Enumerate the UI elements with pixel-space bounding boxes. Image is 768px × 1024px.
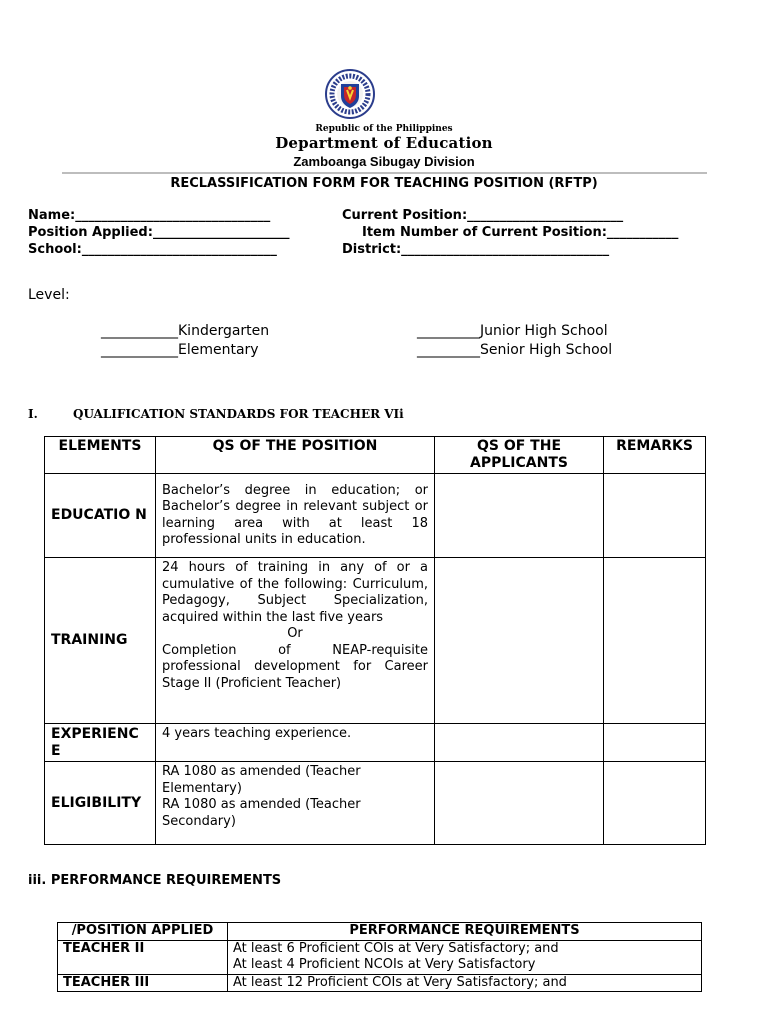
table-header-row (45, 437, 706, 474)
requirement-cell: Bachelor’s degree in education; or Bachelor’s degree in relevant subject or learning area with at least 18 professional units in education. (156, 474, 435, 558)
requirement-line: RA 1080 as amended (Teacher Elementary) (162, 764, 361, 796)
applicant-cell[interactable] (435, 762, 604, 845)
level-option-junior-high[interactable]: _________Junior High School (417, 323, 608, 339)
table-row (45, 558, 706, 724)
qualification-table (44, 436, 706, 845)
form-title: RECLASSIFICATION FORM FOR TEACHING POSITION (RFTP) (170, 176, 598, 191)
applicant-cell[interactable] (435, 474, 604, 558)
section1-number: I. (28, 407, 38, 421)
department-heading: Department of Education (275, 134, 493, 152)
column-header: /POSITION APPLIED (58, 923, 228, 941)
column-header: ELEMENTS (45, 437, 156, 474)
section1-title: QUALIFICATION STANDARDS FOR TEACHER VIi (73, 407, 404, 421)
requirement-line: At least 6 Proficient COIs at Very Satisfactory; and (233, 940, 559, 956)
header-divider (62, 172, 707, 174)
division-heading: Zamboanga Sibugay Division (293, 154, 475, 169)
element-cell: EDUCATIO N (45, 474, 156, 558)
column-header: QS OF THE APPLICANTS (435, 437, 604, 474)
requirement-line: Completion of NEAP-requisite professional development for Career Stage II (Proficient Teacher) (162, 642, 428, 691)
table-row (45, 762, 706, 845)
position-applied-field[interactable]: Position Applied:_____________________ (28, 225, 290, 240)
current-position-field[interactable]: Current Position:________________________ (342, 208, 624, 223)
remarks-cell[interactable] (604, 762, 706, 845)
level-label: Level: (28, 287, 70, 303)
column-header: REMARKS (604, 437, 706, 474)
district-field[interactable]: District:________________________________ (342, 242, 610, 257)
requirement-cell: At least 12 Proficient COIs at Very Satisfactory; and (228, 974, 702, 992)
name-field[interactable]: Name:______________________________ (28, 208, 271, 223)
requirement-cell (156, 762, 435, 845)
applicant-cell[interactable] (435, 558, 604, 724)
element-cell: EXPERIENC E (45, 724, 156, 762)
column-header: PERFORMANCE REQUIREMENTS (228, 923, 702, 941)
element-cell: ELIGIBILITY (45, 762, 156, 845)
requirement-line: Or (287, 626, 303, 641)
table-row (45, 724, 706, 762)
level-option-elementary[interactable]: ___________Elementary (101, 342, 259, 358)
deped-seal-icon (322, 68, 378, 120)
school-field[interactable]: School:______________________________ (28, 242, 277, 257)
item-number-field[interactable]: Item Number of Current Position:___________ (362, 225, 679, 240)
requirement-cell: 4 years teaching experience. (156, 724, 435, 762)
requirement-line: 24 hours of training in any of or a cumulative of the following: Curriculum, Pedagogy, Subject Specialization, acquired within the last five years (162, 560, 428, 625)
applicant-cell[interactable] (435, 724, 604, 762)
table-row (45, 474, 706, 558)
requirement-line: RA 1080 as amended (Teacher Secondary) (162, 797, 361, 829)
table-header-row (58, 923, 702, 941)
remarks-cell[interactable] (604, 724, 706, 762)
table-row (58, 974, 702, 992)
performance-table (57, 922, 702, 992)
position-cell: TEACHER III (58, 974, 228, 992)
level-option-senior-high[interactable]: _________Senior High School (417, 342, 613, 358)
column-header: QS OF THE POSITION (156, 437, 435, 474)
element-cell: TRAINING (45, 558, 156, 724)
position-cell: TEACHER II (58, 940, 228, 974)
table-row (58, 940, 702, 974)
section3-title: iii. PERFORMANCE REQUIREMENTS (28, 873, 282, 888)
remarks-cell[interactable] (604, 474, 706, 558)
requirement-line: At least 4 Proficient NCOIs at Very Satisfactory (233, 957, 536, 972)
requirement-cell (156, 558, 435, 724)
republic-heading: Republic of the Philippines (315, 124, 453, 134)
level-option-kindergarten[interactable]: ___________Kindergarten (101, 323, 270, 339)
requirement-cell (228, 940, 702, 974)
remarks-cell[interactable] (604, 558, 706, 724)
